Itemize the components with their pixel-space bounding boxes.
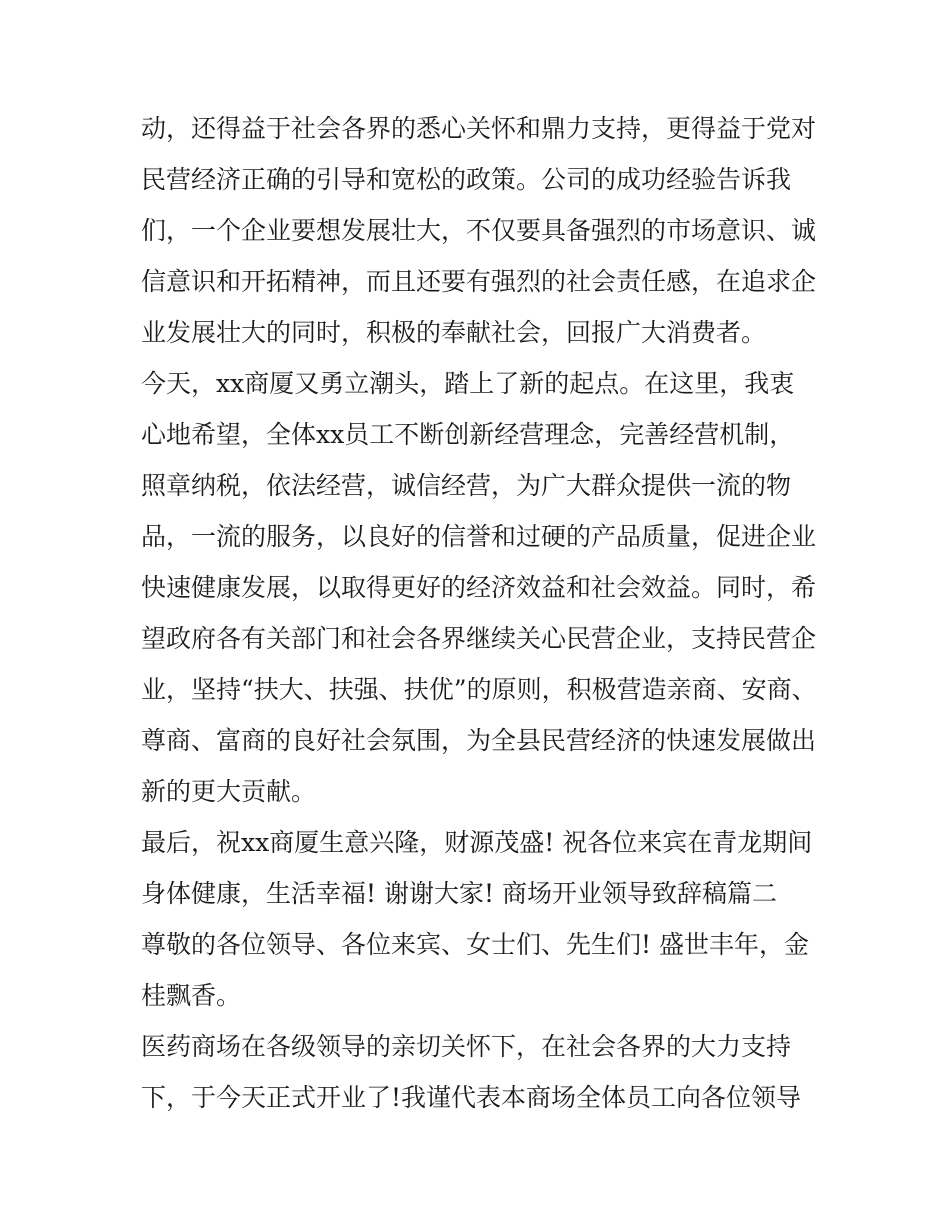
text-line: 新的更大贡献。 — [141, 777, 317, 806]
text-line: 业发展壮大的同时，积极的奉献社会，回报广大消费者。 — [141, 318, 767, 347]
text-line: 桂飘香。 — [141, 981, 242, 1010]
text-line: 快速健康发展，以取得更好的经济效益和社会效益。同时，希 — [141, 573, 817, 602]
text-line: 身体健康，生活幸福! 谢谢大家! 商场开业领导致辞稿篇二 — [141, 879, 777, 908]
text-line: 业，坚持“扶大、扶强、扶优”的原则，积极营造亲商、安商、 — [141, 675, 817, 704]
text-line: 们，一个企业要想发展壮大，不仅要具备强烈的市场意识、诚 — [141, 216, 817, 245]
text-line: 望政府各有关部门和社会各界继续关心民营企业，支持民营企 — [141, 624, 817, 653]
text-line: 尊商、富商的良好社会氛围，为全县民营经济的快速发展做出 — [141, 726, 817, 755]
text-line: 心地希望，全体xx员工不断创新经营理念，完善经营机制， — [141, 420, 795, 449]
text-line: 信意识和开拓精神，而且还要有强烈的社会责任感，在追求企 — [141, 267, 817, 296]
text-line: 最后，祝xx商厦生意兴隆，财源茂盛! 祝各位来宾在青龙期间 — [141, 828, 813, 857]
text-line: 民营经济正确的引导和宽松的政策。公司的成功经验告诉我 — [141, 165, 792, 194]
text-line: 尊敬的各位领导、各位来宾、女士们、先生们! 盛世丰年，金 — [141, 930, 809, 959]
text-line: 今天，xx商厦又勇立潮头，踏上了新的起点。在这里，我衷 — [141, 369, 795, 398]
text-line: 品，一流的服务，以良好的信誉和过硬的产品质量，促进企业 — [141, 522, 817, 551]
text-line: 动，还得益于社会各界的悉心关怀和鼎力支持，更得益于党对 — [141, 114, 817, 143]
document-body — [141, 103, 821, 1123]
text-line: 照章纳税，依法经营，诚信经营，为广大群众提供一流的物 — [141, 471, 792, 500]
text-line: 下，于今天正式开业了!我谨代表本商场全体员工向各位领导 — [141, 1083, 802, 1112]
text-line: 医药商场在各级领导的亲切关怀下，在社会各界的大力支持 — [141, 1032, 792, 1061]
